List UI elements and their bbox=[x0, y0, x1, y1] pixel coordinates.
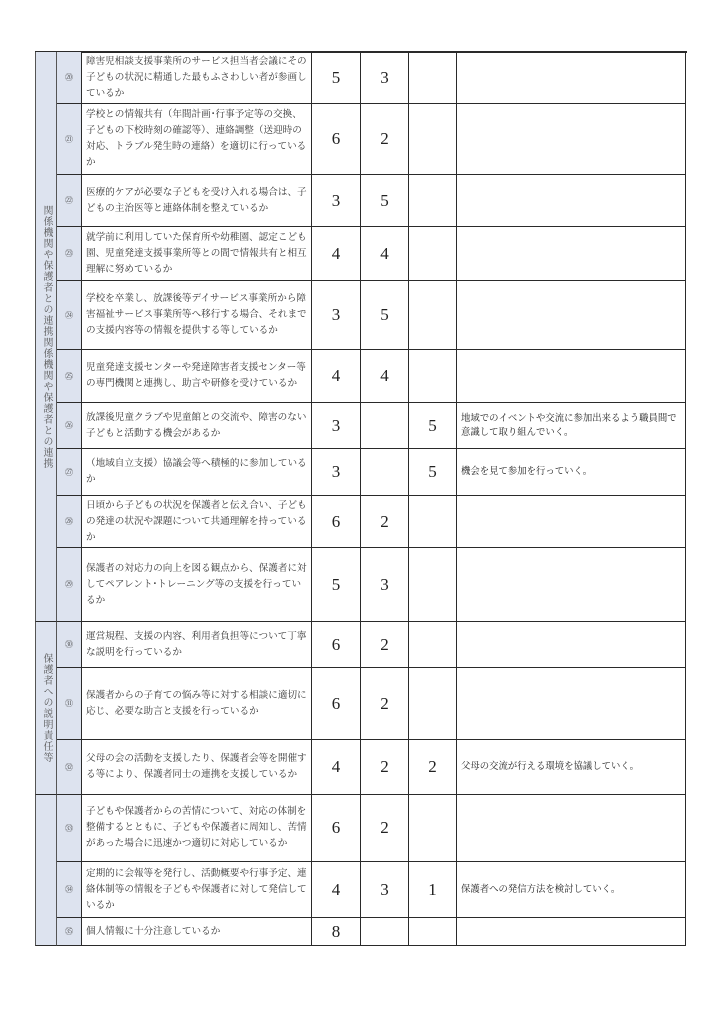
count-yes: 4 bbox=[312, 740, 361, 795]
item-number: ㉕ bbox=[57, 350, 82, 403]
category-cell bbox=[35, 795, 57, 946]
improvement-comment bbox=[457, 104, 686, 175]
item-number: ㉓ bbox=[57, 227, 82, 281]
count-partial: 3 bbox=[361, 52, 409, 104]
item-number: ⑳ bbox=[57, 52, 82, 104]
count-no bbox=[409, 350, 457, 403]
count-partial bbox=[361, 918, 409, 946]
count-no bbox=[409, 227, 457, 281]
count-no bbox=[409, 548, 457, 622]
count-partial: 4 bbox=[361, 350, 409, 403]
improvement-comment bbox=[457, 918, 686, 946]
item-number: ㉝ bbox=[57, 795, 82, 862]
item-number: ㉞ bbox=[57, 862, 82, 918]
improvement-comment: 機会を見て参加を行っていく。 bbox=[457, 449, 686, 496]
count-no: 1 bbox=[409, 862, 457, 918]
count-no bbox=[409, 175, 457, 227]
count-yes: 3 bbox=[312, 403, 361, 449]
question-text: 個人情報に十分注意しているか bbox=[82, 918, 312, 946]
count-no bbox=[409, 52, 457, 104]
improvement-comment: 地域でのイベントや交流に参加出来るよう職員間で意識して取り組んでいく。 bbox=[457, 403, 686, 449]
improvement-comment bbox=[457, 350, 686, 403]
count-partial: 2 bbox=[361, 104, 409, 175]
count-partial: 2 bbox=[361, 795, 409, 862]
improvement-comment bbox=[457, 175, 686, 227]
question-text: 放課後児童クラブや児童館との交流や、障害のない子どもと活動する機会があるか bbox=[82, 403, 312, 449]
question-text: 保護者からの子育ての悩み等に対する相談に適切に応じ、必要な助言と支援を行っているか bbox=[82, 668, 312, 740]
count-partial: 3 bbox=[361, 862, 409, 918]
count-no bbox=[409, 622, 457, 668]
question-text: 定期的に会報等を発行し、活動概要や行事予定、連絡体制等の情報を子どもや保護者に対して発信しているか bbox=[82, 862, 312, 918]
count-yes: 6 bbox=[312, 795, 361, 862]
item-number: ㉟ bbox=[57, 918, 82, 946]
improvement-comment bbox=[457, 52, 686, 104]
count-yes: 5 bbox=[312, 548, 361, 622]
item-number: ㉙ bbox=[57, 548, 82, 622]
question-text: 学校との情報共有（年間計画･行事予定等の交換、子どもの下校時刻の確認等）、連絡調整（送迎時の対応、トラブル発生時の連絡）を適切に行っているか bbox=[82, 104, 312, 175]
count-yes: 6 bbox=[312, 622, 361, 668]
count-no bbox=[409, 104, 457, 175]
improvement-comment bbox=[457, 227, 686, 281]
improvement-comment bbox=[457, 795, 686, 862]
item-number: ㉑ bbox=[57, 104, 82, 175]
improvement-comment bbox=[457, 668, 686, 740]
question-text: 日頃から子どもの状況を保護者と伝え合い、子どもの発達の状況や課題について共通理解を持っているか bbox=[82, 496, 312, 548]
item-number: ㉔ bbox=[57, 281, 82, 350]
count-yes: 5 bbox=[312, 52, 361, 104]
count-no bbox=[409, 918, 457, 946]
question-text: 子どもや保護者からの苦情について、対応の体制を整備するとともに、子どもや保護者に周知し、苦情があった場合に迅速かつ適切に対応しているか bbox=[82, 795, 312, 862]
question-text: 運営規程、支援の内容、利用者負担等について丁寧な説明を行っているか bbox=[82, 622, 312, 668]
count-no: 2 bbox=[409, 740, 457, 795]
question-text: 学校を卒業し、放課後等デイサービス事業所から障害福祉サービス事業所等へ移行する場合、それまでの支援内容等の情報を提供する等しているか bbox=[82, 281, 312, 350]
improvement-comment: 保護者への発信方法を検討していく。 bbox=[457, 862, 686, 918]
count-partial: 5 bbox=[361, 175, 409, 227]
item-number: ㉘ bbox=[57, 496, 82, 548]
question-text: 児童発達支援センターや発達障害者支援センター等の専門機関と連携し、助言や研修を受けているか bbox=[82, 350, 312, 403]
count-yes: 4 bbox=[312, 227, 361, 281]
count-partial: 4 bbox=[361, 227, 409, 281]
category-cell bbox=[35, 622, 57, 795]
count-partial bbox=[361, 403, 409, 449]
count-yes: 8 bbox=[312, 918, 361, 946]
improvement-comment bbox=[457, 622, 686, 668]
count-no: 5 bbox=[409, 403, 457, 449]
count-no bbox=[409, 795, 457, 862]
count-no: 5 bbox=[409, 449, 457, 496]
count-no bbox=[409, 668, 457, 740]
improvement-comment bbox=[457, 281, 686, 350]
count-yes: 4 bbox=[312, 862, 361, 918]
count-yes: 3 bbox=[312, 175, 361, 227]
category-cell bbox=[35, 52, 57, 622]
item-number: ㉛ bbox=[57, 668, 82, 740]
question-text: 医療的ケアが必要な子どもを受け入れる場合は、子どもの主治医等と連絡体制を整えているか bbox=[82, 175, 312, 227]
item-number: ㉜ bbox=[57, 740, 82, 795]
improvement-comment bbox=[457, 548, 686, 622]
question-text: 障害児相談支援事業所のサービス担当者会議にその子どもの状況に精通した最もふさわしい者が参画しているか bbox=[82, 52, 312, 104]
item-number: ㉚ bbox=[57, 622, 82, 668]
count-partial: 5 bbox=[361, 281, 409, 350]
item-number: ㉖ bbox=[57, 403, 82, 449]
count-no bbox=[409, 496, 457, 548]
improvement-comment bbox=[457, 496, 686, 548]
count-partial: 2 bbox=[361, 740, 409, 795]
count-yes: 6 bbox=[312, 668, 361, 740]
count-partial: 2 bbox=[361, 496, 409, 548]
category-label: 保護者への説明責任等 bbox=[41, 653, 52, 763]
question-text: （地域自立支援）協議会等へ積極的に参加しているか bbox=[82, 449, 312, 496]
count-yes: 3 bbox=[312, 449, 361, 496]
count-no bbox=[409, 281, 457, 350]
question-text: 保護者の対応力の向上を図る観点から、保護者に対してペアレント･トレーニング等の支援を行っているか bbox=[82, 548, 312, 622]
question-text: 就学前に利用していた保育所や幼稚園、認定こども園、児童発達支援事業所等との間で情報共有と相互理解に努めているか bbox=[82, 227, 312, 281]
count-partial: 3 bbox=[361, 548, 409, 622]
count-yes: 4 bbox=[312, 350, 361, 403]
count-partial: 2 bbox=[361, 622, 409, 668]
count-partial bbox=[361, 449, 409, 496]
count-partial: 2 bbox=[361, 668, 409, 740]
question-text: 父母の会の活動を支援したり、保護者会等を開催する等により、保護者同士の連携を支援しているか bbox=[82, 740, 312, 795]
count-yes: 6 bbox=[312, 104, 361, 175]
count-yes: 3 bbox=[312, 281, 361, 350]
count-yes: 6 bbox=[312, 496, 361, 548]
item-number: ㉒ bbox=[57, 175, 82, 227]
improvement-comment: 父母の交流が行える環境を協議していく。 bbox=[457, 740, 686, 795]
category-label: 関係機関や保護者との連携関係機関や保護者との連携 bbox=[41, 204, 52, 469]
item-number: ㉗ bbox=[57, 449, 82, 496]
